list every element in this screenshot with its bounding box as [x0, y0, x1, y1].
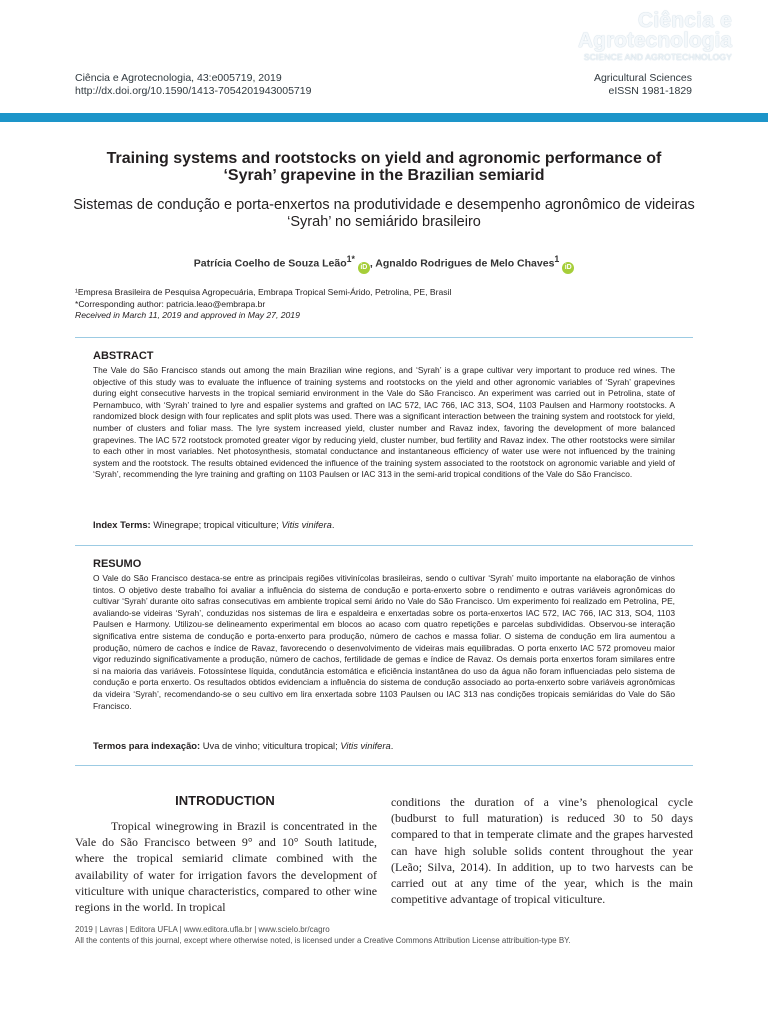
divider	[75, 545, 693, 546]
section-name: Agricultural Sciences	[593, 72, 692, 84]
journal-citation: Ciência e Agrotecnologia, 43:e005719, 2019	[75, 72, 282, 84]
footer-license: All the contents of this journal, except where otherwise noted, is licensed under a Creative Commons Attribution License attribuition-type BY.	[75, 935, 571, 945]
affiliation: ¹Empresa Brasileira de Pesquisa Agropecuária, Embrapa Tropical Semi-Árido, Petrolina, PE, Brasil	[75, 287, 452, 297]
orcid-icon[interactable]: iD	[562, 262, 574, 274]
indexing-terms-list: Uva de vinho; viticultura tropical;	[200, 740, 341, 751]
article-subtitle: Sistemas de condução e porta-enxertos na produtividade e desempenho agronômico de videiras ‘Syrah’ no semiárido brasileiro	[73, 197, 695, 230]
indexing-terms-italic: Vitis vinifera	[340, 740, 391, 751]
author-name: Patrícia Coelho de Souza Leão	[193, 257, 347, 270]
author-name: Agnaldo Rodrigues de Melo Chaves	[375, 257, 555, 270]
page-footer	[75, 925, 571, 947]
abstract-heading: ABSTRACT	[93, 350, 154, 362]
logo-line-2: Agrotecnologia	[577, 29, 732, 52]
resumo-heading: RESUMO	[93, 558, 142, 570]
header-band	[0, 113, 768, 122]
introduction-left-column: Tropical winegrowing in Brazil is concentrated in the Vale do São Francisco between 9° and 10° South latitude, where the tropical semiarid climate combined with the availability of water for irrigation favors the development of viticulture with unique characteristics, compared to other wine regions in the world. In tropical	[75, 819, 377, 915]
logo-line-3: SCIENCE AND AGROTECHNOLOGY	[583, 52, 732, 62]
indexing-terms-label: Termos para indexação:	[93, 740, 201, 751]
index-terms-list: Winegrape; tropical viticulture;	[150, 519, 282, 530]
indexing-terms	[93, 740, 393, 751]
author-list	[0, 254, 768, 274]
introduction-heading: INTRODUCTION	[175, 793, 275, 808]
footer-publisher: 2019 | Lavras | Editora UFLA | www.editora.ufla.br | www.scielo.br/cagro	[75, 925, 330, 934]
index-terms-italic: Vitis vinifera	[281, 519, 332, 530]
divider	[75, 337, 693, 338]
received-date: Received in March 11, 2019 and approved in May 27, 2019	[75, 310, 300, 320]
divider	[75, 765, 693, 766]
corresponding-author: *Corresponding author: patricia.leao@embrapa.br	[75, 298, 266, 309]
doi-link[interactable]: http://dx.doi.org/10.1590/1413-7054201943005719	[75, 85, 312, 97]
journal-citation-block	[75, 72, 311, 98]
journal-section-block	[594, 72, 692, 98]
introduction-right-column: conditions the duration of a vine’s phenological cycle (budburst to full maturation) is reduced 30 to 50 days compared to that in temperate climate and the grapes harvested can have high soluble solids content throughout the year (Leão; Silva, 2014). In addition, up to two harvests can be carried out at any time of the year, which is the main competitive advantage of tropical viticulture.	[391, 795, 693, 907]
issn: eISSN 1981-1829	[608, 85, 692, 97]
author-separator: ,	[369, 257, 376, 270]
affiliation-block	[75, 287, 451, 322]
author-affiliation-mark: 1*	[346, 254, 355, 264]
resumo-body: O Vale do São Francisco destaca-se entre as principais regiões vitivinícolas brasileiras, sendo o cultivar ‘Syrah’ muito importante na elaboração de vinhos tintos. O objetivo deste trabalho foi avaliar a influência do sistema de condução e porta-enxerto sobre o rendimento e outras variáveis agronômicas do cultivar ‘Syrah’ durante oito safras consecutivas em ambiente tropical semi árido no Vale do São Francisco. Um experimento foi realizado em Petrolina, PE, avaliando-se videiras ‘Syrah’, conduzidas nos sistemas de lira e espaldeira e enxertadas sobre os porta-enxertos IAC 572, IAC 766, IAC 313, SO4, 1103 Paulsen e Harmony. Utilizou-se delineamento experimental em blocos ao acaso com quatro repetições e parcelas subdivididas. Observou-se interação significativa entre sistema de condução e porta-enxerto para produção, número de cachos e massa foliar. O sistema de condução em lira aumentou a produção, número de cachos e índice de Ravaz, favorecendo o desenvolvimento de videiras mais equilibradas. O porta enxerto IAC 572 promoveu maior vigor reduzindo significativamente a produção, número de cachos, fertilidade de gemas e índice de Ravaz. Os demais porta enxertos foram similares entre si na maioria das variáveis. Fotossíntese líquida, condutância estomática e eficiência instantânea do uso da água não foram influenciadas pelo sistema de condução e porta enxerto. Os resultados obtidos evidenciam a influência do sistema de condução associado ao porta-enxerto sobre variáveis agronômicas da videira ‘Syrah’, recomendando-se o seu cultivo em lira enxertada sobre 1103 Paulsen ou IAC 313 nas condições tropicais semiáridas do Vale do São Francisco.	[93, 573, 675, 711]
author-affiliation-mark: 1	[554, 254, 560, 264]
article-title: Training systems and rootstocks on yield and agronomic performance of ‘Syrah’ grapevine in the Brazilian semiarid	[106, 150, 662, 184]
abstract-body: The Vale do São Francisco stands out among the main Brazilian wine regions, and ‘Syrah’ is a grape cultivar very important to produce red wines. The objective of this study was to evaluate the influence of training systems and rootstocks on the yield and other agronomic variables of ‘Syrah’ grapevines during eight consecutive harvests in the tropical semiarid environment in the Vale do São Francisco. An experiment was carried out in Petrolina, state of Pernambuco, with ‘Syrah’ trained to lyre and espalier systems and grafted on IAC 572, IAC 766, IAC 313, SO4, 1103 Paulsen and Harmony rootstocks. A randomized block design with four replicates and split plots was used. There was a significant interaction between the training system and rootstock for yield, number of clusters and foliar mass. The lyre system increased yield, cluster number and Ravaz index, favoring the development of more balanced grapevines. The IAC 572 rootstock promoted greater vigor by reducing yield, cluster number, bud fertility and Ravaz index. The other rootstocks were similar to each other in most variables. Net photosynthesis, stomatal conductance and instantaneous efficiency of water use were not influenced by the training system and the rootstock. The results obtained evidenced the influence of the training system associated to the rootstock on agronomic variable and yield of ‘Syrah’, recommending the lyre training and grafting on 1103 Paulsen or IAC 313 in the semi-arid tropical conditions of the Vale do São Francisco.	[93, 365, 675, 480]
index-terms-label: Index Terms:	[93, 519, 151, 530]
orcid-icon[interactable]: iD	[358, 262, 370, 274]
index-terms-end: .	[331, 519, 335, 530]
index-terms	[93, 519, 334, 530]
logo-line-1: Ciência e	[637, 9, 732, 32]
indexing-terms-end: .	[390, 740, 394, 751]
journal-logo	[578, 10, 732, 63]
